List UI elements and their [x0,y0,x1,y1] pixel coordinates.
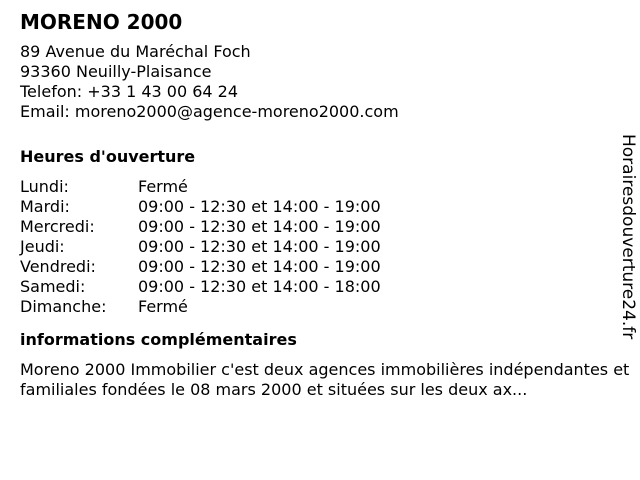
hours-row-sunday [20,297,632,317]
time-value: 09:00 - 12:30 et 14:00 - 19:00 [138,237,381,256]
address-city: 93360 Neuilly-Plaisance [20,62,212,81]
time-value: 09:00 - 12:30 et 14:00 - 19:00 [138,257,381,276]
contact-block [20,42,632,122]
info-heading: informations complémentaires [20,330,297,349]
time-value: 09:00 - 12:30 et 14:00 - 19:00 [138,197,381,216]
address-street: 89 Avenue du Maréchal Foch [20,42,251,61]
day-label: Dimanche: [20,297,107,316]
time-value: 09:00 - 12:30 et 14:00 - 18:00 [138,277,381,296]
business-name: MORENO 2000 [20,10,183,34]
day-label: Mardi: [20,197,70,216]
hours-heading: Heures d'ouverture [20,147,196,166]
info-description: Moreno 2000 Immobilier c'est deux agences immobilières indépendantes et familiales fondées le 08 mars 2000 et situées sur les deux ax... [20,360,630,399]
business-card [20,8,632,400]
day-label: Samedi: [20,277,86,296]
time-value: Fermé [138,297,188,316]
watermark-text: Horairesdouverture24.fr [618,134,638,340]
hours-row-tuesday [20,197,632,217]
hours-row-thursday [20,237,632,257]
hours-row-saturday [20,277,632,297]
hours-row-monday [20,177,632,197]
day-label: Vendredi: [20,257,96,276]
hours-row-friday [20,257,632,277]
hours-row-wednesday [20,217,632,237]
phone-number: Telefon: +33 1 43 00 64 24 [20,82,239,101]
day-label: Jeudi: [20,237,65,256]
day-label: Mercredi: [20,217,95,236]
time-value: Fermé [138,177,188,196]
email-address: Email: moreno2000@agence-moreno2000.com [20,102,399,121]
time-value: 09:00 - 12:30 et 14:00 - 19:00 [138,217,381,236]
day-label: Lundi: [20,177,69,196]
hours-table [20,177,632,317]
